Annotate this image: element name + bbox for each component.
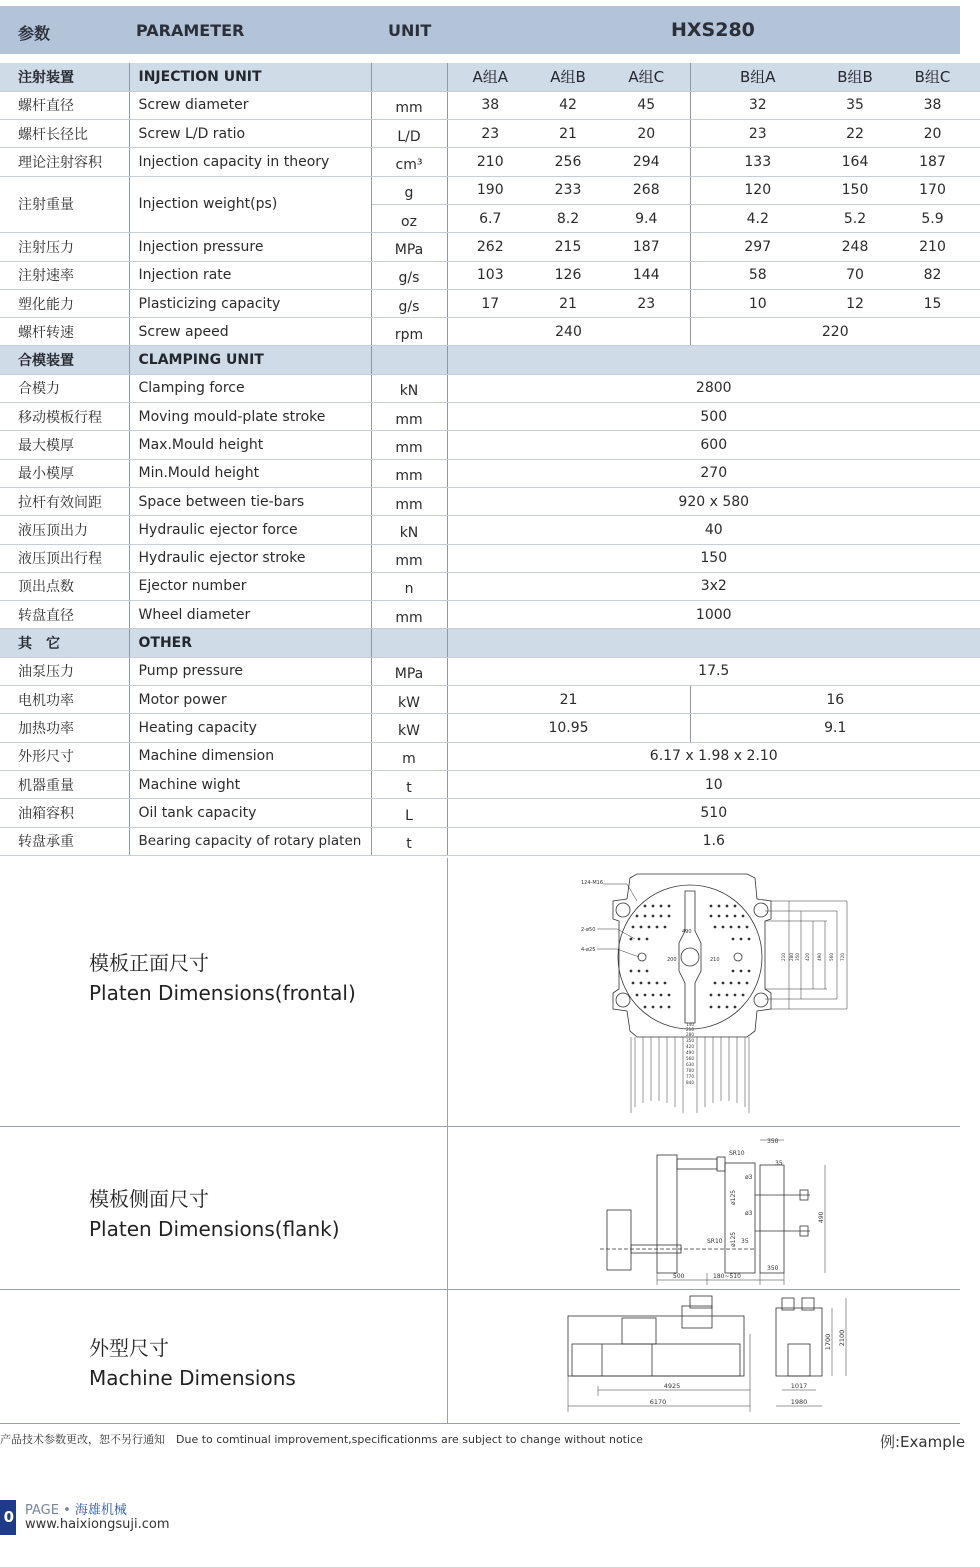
param-en: Injection weight(ps) [129, 176, 371, 233]
param-zh: 机器重量 [0, 770, 129, 798]
table-row [0, 827, 980, 855]
right-dim: 490 [817, 953, 822, 961]
header-param-zh: 参数 [18, 24, 51, 43]
table-row [0, 148, 980, 176]
table-row [0, 91, 980, 119]
flank-dim: 500 [673, 1273, 685, 1280]
param-value: 23 [603, 289, 690, 317]
param-zh: 塑化能力 [0, 289, 129, 317]
param-en: Motor power [129, 686, 371, 714]
param-value: 3x2 [447, 572, 980, 600]
caption-en: Machine Dimensions [89, 1366, 296, 1390]
group-label: A组A [447, 63, 533, 91]
param-value: 248 [825, 233, 885, 261]
param-value: 21 [533, 289, 603, 317]
param-en: Injection pressure [129, 233, 371, 261]
flank-dim: 180~510 [713, 1273, 741, 1280]
param-value: 190 [447, 176, 533, 204]
param-en: Plasticizing capacity [129, 289, 371, 317]
flank-dim: 350 [767, 1265, 779, 1272]
diagram-flank-caption [89, 1184, 340, 1244]
flank-dim: ø125 [730, 1231, 737, 1247]
center-slot [679, 891, 701, 1023]
flank-dim: 35 [775, 1160, 783, 1167]
param-unit: L [371, 799, 447, 827]
right-dim: 420 [805, 953, 810, 961]
table-row [0, 318, 980, 346]
param-zh: 液压顶出力 [0, 516, 129, 544]
param-zh: 合模力 [0, 374, 129, 402]
param-unit: n [371, 572, 447, 600]
table-row [0, 403, 980, 431]
param-value: 6.7 [447, 204, 533, 232]
param-value: 4.2 [690, 204, 825, 232]
table-header-band [0, 6, 960, 54]
flank-dim: ø3 [745, 1210, 753, 1217]
param-value: 150 [447, 544, 980, 572]
right-dim: 350 [795, 953, 800, 961]
param-value: 21 [533, 120, 603, 148]
param-en: Pump pressure [129, 657, 371, 685]
param-zh: 转盘承重 [0, 827, 129, 855]
param-value: 2800 [447, 374, 980, 402]
param-value: 920 x 580 [447, 487, 980, 515]
bottom-dim: 770 [686, 1074, 694, 1079]
table-row [0, 714, 980, 742]
param-value: 210 [885, 233, 980, 261]
param-unit: L/D [371, 120, 447, 148]
param-unit: t [371, 827, 447, 855]
param-unit: mm [371, 459, 447, 487]
table-row [0, 544, 980, 572]
header-parameter: PARAMETER [136, 21, 245, 40]
param-zh: 注射速率 [0, 261, 129, 289]
param-en: Clamping force [129, 374, 371, 402]
machine-dim: 1700 [824, 1333, 832, 1351]
side-door [788, 1344, 810, 1376]
param-value: 12 [825, 289, 885, 317]
machine-dim: 6170 [649, 1398, 667, 1406]
param-value: 70 [825, 261, 885, 289]
param-unit: MPa [371, 233, 447, 261]
example-label: 例:Example [880, 1433, 966, 1451]
page-number-tab: 0 [0, 1500, 16, 1535]
param-value: 187 [885, 148, 980, 176]
table-row [0, 657, 980, 685]
param-unit: kW [371, 686, 447, 714]
bottom-dim: 420 [686, 1044, 694, 1049]
param-value: 133 [690, 148, 825, 176]
diagram-frontal-caption [89, 948, 356, 1008]
param-value: 20 [885, 120, 980, 148]
control-panel [622, 1318, 656, 1344]
label-phi25: 4-ø25 [581, 947, 596, 953]
page-label: PAGE [25, 1503, 59, 1518]
param-zh: 转盘直径 [0, 601, 129, 629]
param-zh: 加热功率 [0, 714, 129, 742]
param-unit: mm [371, 403, 447, 431]
page-label-line: PAGE • 海雄机械 [25, 1503, 127, 1518]
locating-hole [734, 953, 742, 961]
table-row [0, 459, 980, 487]
machine-base [572, 1344, 740, 1376]
param-value: 510 [447, 799, 980, 827]
param-value: 240 [447, 318, 690, 346]
param-en: Heating capacity [129, 714, 371, 742]
tie-bar-hole [754, 903, 768, 917]
param-en: Hydraulic ejector force [129, 516, 371, 544]
param-zh: 注射压力 [0, 233, 129, 261]
param-value: 10 [690, 289, 825, 317]
param-value: 58 [690, 261, 825, 289]
section-en: INJECTION UNIT [129, 63, 371, 91]
label-200: 200 [667, 957, 677, 963]
table-row [0, 742, 980, 770]
param-zh: 螺杆直径 [0, 91, 129, 119]
table-row [0, 431, 980, 459]
param-zh: 最小模厚 [0, 459, 129, 487]
table-row [0, 572, 980, 600]
bottom-dim: 350 [686, 1038, 694, 1043]
param-value: 262 [447, 233, 533, 261]
rotary-platen-circle [618, 885, 762, 1029]
param-value: 1000 [447, 601, 980, 629]
param-value: 23 [447, 120, 533, 148]
moving-platen [657, 1155, 677, 1273]
param-unit: cm³ [371, 148, 447, 176]
param-en: Max.Mould height [129, 431, 371, 459]
diagram-flank-section [0, 1127, 960, 1290]
group-label: A组B [533, 63, 603, 91]
param-value: 120 [690, 176, 825, 204]
flank-dim: 490 [818, 1211, 825, 1223]
flank-dim: 350 [767, 1138, 779, 1145]
param-zh: 油箱容积 [0, 799, 129, 827]
param-value: 38 [447, 91, 533, 119]
param-zh: 电机功率 [0, 686, 129, 714]
param-value: 10.95 [447, 714, 690, 742]
param-value: 256 [533, 148, 603, 176]
param-zh: 油泵压力 [0, 657, 129, 685]
group-label: B组A [690, 63, 825, 91]
param-zh: 外形尺寸 [0, 742, 129, 770]
param-value: 220 [690, 318, 980, 346]
locating-hole [638, 953, 646, 961]
param-value: 82 [885, 261, 980, 289]
bottom-dim: 210 [686, 1027, 694, 1032]
param-value: 17.5 [447, 657, 980, 685]
platen-outline [613, 874, 771, 1037]
table-row [0, 516, 980, 544]
param-value: 103 [447, 261, 533, 289]
param-value: 9.4 [603, 204, 690, 232]
table-row [0, 289, 980, 317]
param-zh: 移动模板行程 [0, 403, 129, 431]
website-link[interactable]: www.haixiongsuji.com [25, 1517, 170, 1532]
section-other [0, 629, 980, 657]
caption-zh: 模板侧面尺寸 [89, 1187, 209, 1211]
param-unit: mm [371, 91, 447, 119]
param-en: Screw diameter [129, 91, 371, 119]
param-value: 10 [447, 770, 980, 798]
section-injection [0, 63, 980, 91]
table-row [0, 601, 980, 629]
param-value: 150 [825, 176, 885, 204]
flank-dim: 35 [741, 1238, 749, 1245]
platen-flank-drawing [595, 1135, 845, 1285]
param-unit: oz [371, 204, 447, 232]
param-value: 21 [447, 686, 690, 714]
section-en: CLAMPING UNIT [129, 346, 371, 374]
tie-bar-hole [616, 903, 630, 917]
param-en: Machine dimension [129, 742, 371, 770]
param-en: Machine wight [129, 770, 371, 798]
rod-end [717, 1157, 725, 1171]
param-en: Space between tie-bars [129, 487, 371, 515]
footnote: 产品技术参数更改，恕不另行通知 Due to comtinual improvement,specificationms are subject to change without notice [0, 1433, 643, 1446]
param-en: Screw L/D ratio [129, 120, 371, 148]
caption-zh: 模板正面尺寸 [89, 951, 209, 975]
param-value: 600 [447, 431, 980, 459]
group-label: B组C [885, 63, 980, 91]
right-dim: 720 [840, 953, 845, 961]
group-label: A组C [603, 63, 690, 91]
flank-dim: SR10 [707, 1238, 723, 1245]
flank-dim: ø125 [730, 1189, 737, 1205]
param-value: 270 [447, 459, 980, 487]
param-value: 1.6 [447, 827, 980, 855]
param-en: Hydraulic ejector stroke [129, 544, 371, 572]
param-en: Injection capacity in theory [129, 148, 371, 176]
brand-name: 海雄机械 [74, 1503, 127, 1518]
section-clamping [0, 346, 980, 374]
param-zh: 螺杆转速 [0, 318, 129, 346]
machine-dim: 1980 [790, 1398, 808, 1406]
flank-dim: SR10 [729, 1150, 745, 1157]
caption-zh: 外型尺寸 [89, 1336, 169, 1360]
param-value: 187 [603, 233, 690, 261]
param-value: 8.2 [533, 204, 603, 232]
param-unit: kN [371, 374, 447, 402]
bottom-dim: 840 [686, 1080, 694, 1085]
rear-plate [607, 1210, 631, 1270]
param-zh: 注射重量 [0, 176, 129, 233]
param-value: 233 [533, 176, 603, 204]
param-value: 9.1 [690, 714, 980, 742]
param-zh: 最大模厚 [0, 431, 129, 459]
nozzle-hole [681, 948, 699, 966]
param-value: 15 [885, 289, 980, 317]
group-label: B组B [825, 63, 885, 91]
param-value: 45 [603, 91, 690, 119]
section-zh: 注射装置 [0, 63, 129, 91]
param-value: 215 [533, 233, 603, 261]
param-value: 268 [603, 176, 690, 204]
bottom-dim: 700 [686, 1068, 694, 1073]
param-en: Oil tank capacity [129, 799, 371, 827]
param-unit: rpm [371, 318, 447, 346]
param-value: 210 [447, 148, 533, 176]
upper-rod [677, 1159, 717, 1169]
param-en: Bearing capacity of rotary platen [129, 827, 371, 855]
param-en: Min.Mould height [129, 459, 371, 487]
machine-dim: 4925 [663, 1382, 681, 1390]
header-model: HXS280 [671, 19, 755, 41]
table-row [0, 799, 980, 827]
label-phi50: 2-ø50 [581, 927, 596, 933]
param-value: 294 [603, 148, 690, 176]
param-value: 170 [885, 176, 980, 204]
right-dim: 210 [781, 953, 786, 961]
section-en: OTHER [129, 629, 371, 657]
machine-dim: 1017 [790, 1382, 808, 1390]
section-zh: 其 它 [0, 629, 129, 657]
diagram-machine-caption [89, 1333, 296, 1393]
label-490: 490 [682, 929, 692, 935]
flank-dim: ø3 [745, 1174, 753, 1181]
right-dim: 280 [789, 953, 794, 961]
param-value: 16 [690, 686, 980, 714]
param-value: 32 [690, 91, 825, 119]
injection-unit [682, 1306, 712, 1328]
param-value: 38 [885, 91, 980, 119]
param-unit: mm [371, 431, 447, 459]
param-unit: g/s [371, 261, 447, 289]
bolt-hole-pattern [630, 905, 751, 1009]
param-value: 40 [447, 516, 980, 544]
caption-en: Platen Dimensions(flank) [89, 1217, 340, 1241]
param-zh: 液压顶出行程 [0, 544, 129, 572]
machine-dimension-drawing [562, 1294, 862, 1422]
tie-bar-hole [616, 993, 630, 1007]
bottom-dim: 140 [686, 1022, 694, 1027]
param-value: 23 [690, 120, 825, 148]
param-unit: MPa [371, 657, 447, 685]
machine-dim: 2100 [838, 1329, 846, 1347]
param-value: 17 [447, 289, 533, 317]
param-value: 20 [603, 120, 690, 148]
bottom-dim: 280 [686, 1032, 694, 1037]
bottom-dim: 560 [686, 1056, 694, 1061]
diagram-machine-section [0, 1290, 960, 1424]
param-value: 6.17 x 1.98 x 2.10 [447, 742, 980, 770]
param-unit: kW [371, 714, 447, 742]
param-unit: mm [371, 544, 447, 572]
label-210: 210 [710, 957, 720, 963]
param-en: Ejector number [129, 572, 371, 600]
table-row [0, 176, 980, 204]
param-zh: 螺杆长径比 [0, 120, 129, 148]
section-zh: 合模装置 [0, 346, 129, 374]
param-value: 126 [533, 261, 603, 289]
param-unit: m [371, 742, 447, 770]
param-zh: 顶出点数 [0, 572, 129, 600]
param-value: 164 [825, 148, 885, 176]
param-value: 144 [603, 261, 690, 289]
caption-en: Platen Dimensions(frontal) [89, 981, 356, 1005]
mould-frame [760, 1165, 784, 1273]
param-en: Moving mould-plate stroke [129, 403, 371, 431]
table-row [0, 233, 980, 261]
param-en: Screw apeed [129, 318, 371, 346]
platen-frontal-drawing [575, 861, 865, 1123]
param-zh: 拉杆有效间距 [0, 487, 129, 515]
table-row [0, 374, 980, 402]
param-unit: mm [371, 487, 447, 515]
spec-table [0, 63, 980, 856]
param-value: 22 [825, 120, 885, 148]
table-row [0, 686, 980, 714]
param-value: 42 [533, 91, 603, 119]
label-m16: 124-M16 [581, 880, 604, 886]
param-unit: g [371, 176, 447, 204]
param-value: 5.2 [825, 204, 885, 232]
tie-bar-hole [754, 993, 768, 1007]
param-en: Wheel diameter [129, 601, 371, 629]
param-value: 500 [447, 403, 980, 431]
header-unit: UNIT [388, 21, 432, 40]
machine-side-view [776, 1308, 822, 1376]
right-dim: 560 [829, 953, 834, 961]
param-value: 297 [690, 233, 825, 261]
table-row [0, 120, 980, 148]
table-row [0, 261, 980, 289]
table-row [0, 770, 980, 798]
bottom-dim: 490 [686, 1050, 694, 1055]
param-zh: 理论注射容积 [0, 148, 129, 176]
bottom-dim: 630 [686, 1062, 694, 1067]
param-unit: t [371, 770, 447, 798]
param-unit: g/s [371, 289, 447, 317]
param-en: Injection rate [129, 261, 371, 289]
param-value: 35 [825, 91, 885, 119]
param-unit: kN [371, 516, 447, 544]
param-unit: mm [371, 601, 447, 629]
diagram-frontal-section [0, 858, 960, 1127]
table-row [0, 487, 980, 515]
param-value: 5.9 [885, 204, 980, 232]
